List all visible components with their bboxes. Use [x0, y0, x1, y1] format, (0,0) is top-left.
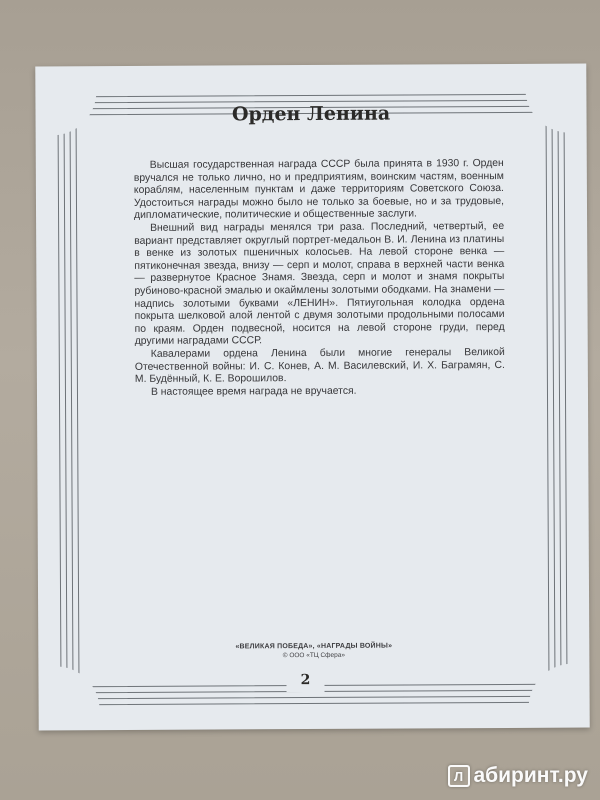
page-title: Орден Ленина: [231, 102, 391, 126]
labirint-logo-icon: Л: [448, 765, 470, 787]
paragraph: Внешний вид награды менялся три раза. Последний, четвертый, ее вариант представляет округлый портрет-медальон В. И. Ленина из платины в венке из золотых пшеничных колосьев. На левой стороне венка — пятиконечная звезда, внизу — серп и молот, справа в верхней части венка — развернутое Красное Знамя. Звезда, серп и молот и знамя покрыты рубиново-красной эмалью и окаймлены золотыми ободками. На знамени — надпись золотыми буквами «ЛЕНИН». Пятиугольная колодка ордена покрыта шелковой алой лентой с двумя золотыми продольными полосами по краям. Орден подвесной, носится на левой стороне груди, перед другими наградами СССР.: [134, 220, 505, 348]
document-sheet: [35, 64, 589, 731]
paragraph: В настоящее время награда не вручается.: [150, 385, 357, 398]
footer-copyright: © ООО «ТЦ Сфера»: [282, 651, 346, 660]
paragraph: Кавалерами ордена Ленина были многие генералы Великой Отечественной войны: И. С. Конев, А. М. Василевский, И. Х. Баграмян, С. М. Будённый, К. Е. Ворошилов.: [134, 346, 505, 386]
body-text: [134, 158, 505, 399]
watermark-text: абиринт.ру: [473, 764, 588, 787]
footer-series: «ВЕЛИКАЯ ПОБЕДА», «НАГРАДЫ ВОЙНЫ»: [235, 642, 393, 651]
paragraph: Высшая государственная награда СССР была принята в 1930 г. Орден вручался не только лично, но и предприятиям, воинским частям, военным кораблям, населенным пунктам и даже территориям Советского Союза. Удостоиться награды можно было не только за боевые, но и за трудовые, дипломатические, политические и общественные заслуги.: [133, 157, 505, 222]
footer: [38, 642, 589, 661]
watermark: [448, 764, 589, 788]
page-number: 2: [286, 668, 324, 692]
